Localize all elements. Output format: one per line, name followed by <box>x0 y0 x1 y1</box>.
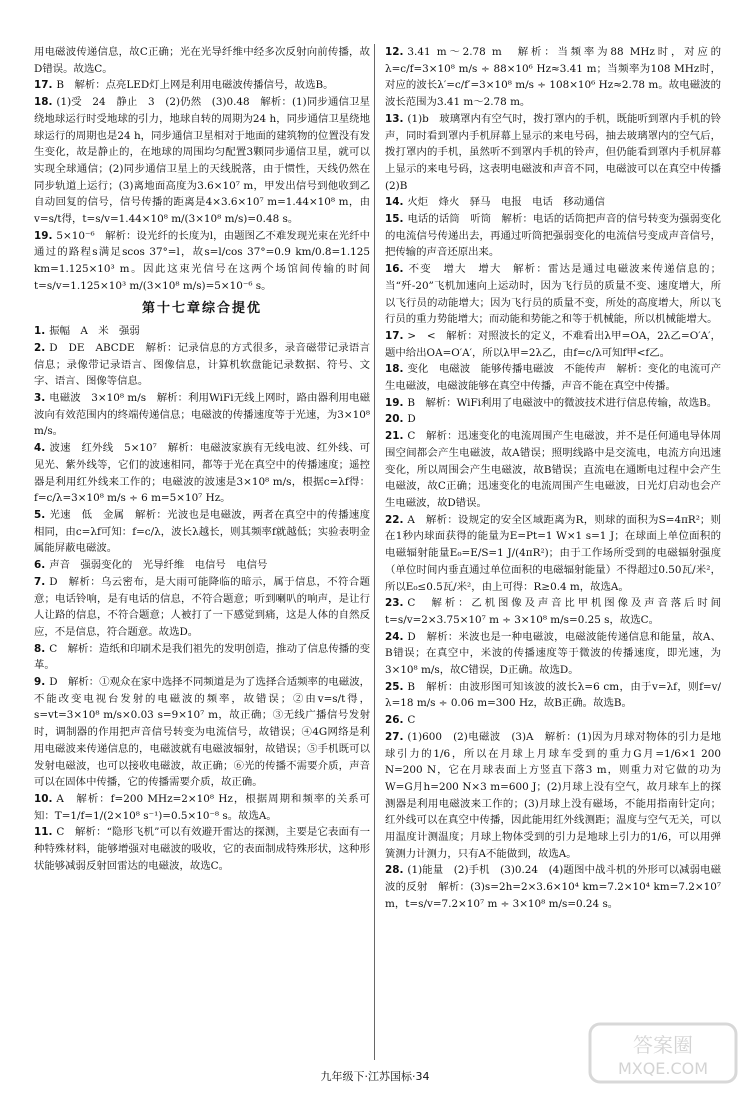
answer-item-13: 13. (1)b 玻璃罩内有空气时，拨打罩内的手机，既能听到罩内手机的铃声，同时看到罩内手机屏幕上显示的来电号码，抽去玻璃罩内的空气后，拨打罩内的手机，虽然听不到罩内手机的铃声，但仍能看到罩内手机屏幕上显示的来电号码，这表明电磁波和声音不同，电磁波可以在真空中传播 (2)B <box>385 112 732 192</box>
answer-item-18: 18. 变化 电磁波 能够传播电磁波 不能传声 解析：变化的电流可产生电磁波，电磁波能够在真空中传播，声音不能在真空中传播。 <box>385 363 721 393</box>
answer-item-19: 19. 5×10⁻⁶ 解析：设光纤的长度为l，由题图乙不难发现光束在光纤中通过的路程s满足scos 37°=l，故s=l/cos 37°=0.9 km/0.8=1.125 km=1.125×10³ m。因此这束光信号在这两个场馆间传输的时间t=s/v=1.125×10³ m/(3×10⁸ m/s)=5×10⁻⁶ s。 <box>34 229 370 292</box>
answer-item-19: 19. B 解析：WiFi利用了电磁波中的微波技术进行信息传输，故选B。 <box>385 396 718 409</box>
answer-item-24: 24. D 解析：米波也是一种电磁波，电磁波能传递信息和能量，故A、B错误；在真空中，米波的传播速度等于微波的传播速度，即光速，为3×10⁸ m/s，故C错误，D正确。故选D。 <box>385 630 721 677</box>
answer-item-3: 3. 电磁波 3×10⁸ m/s 解析：利用WiFi无线上网时，路由器利用电磁波向有效范围内的终端传递信息；电磁波的传播速度等于光速，为3×10⁸ m/s。 <box>34 392 370 438</box>
answer-item-8: 8. C 解析：造纸和印刷术是我们祖先的发明创造，推动了信息传播的变革。 <box>34 642 370 672</box>
watermark-logo <box>588 1022 738 1084</box>
section-title: 第十七章综合提优 <box>141 300 262 316</box>
answer-item-11: 11. C 解析：“隐形飞机”可以有效避开雷达的探测，主要是它表面有一种特殊材料，能够增强对电磁波的吸收，它的表面制成特殊形状，这种形状能够减弱反射回雷达的电磁波，故选C。 <box>34 826 370 872</box>
answer-item-21: 21. C 解析：迅速变化的电流周围产生电磁波，并不是任何通电导体周围空间都会产生电磁波，故A错误；照明线路中是交流电，电流方向迅速变化，所以周围会产生电磁波，故B错误；直流电在通断电过程中会产生电磁波，故C正确；迅速变化的电流周围产生电磁波，日光灯启动也会产生电磁波，故D错误。 <box>385 430 721 509</box>
answer-item-17: 17. > < 解析：对照波长的定义，不难看出λ甲=OA，2λ乙=O′A′，题中给出OA=O′A′，所以λ甲=2λ乙，由f=c/λ可知f甲<f乙。 <box>385 329 721 359</box>
answer-item-17: 17. B 解析：点亮LED灯上网是利用电磁波传播信号，故选B。 <box>34 79 334 92</box>
answer-item-18: 18. (1)受 24 静止 3 (2)仍然 (3)0.48 解析：(1)同步通信卫星绕地球运行时受地球的引力，地球自转的周期为24 h，同步通信卫星绕地球运行的周期也是24 h，同步通信卫星相对于地面的建筑物的位置没有发生变化，故是静止的，在地球的周围均匀配置3颗同步通信卫星，就可以实现全球通信；(2)同步通信卫星上的天线脱落，由于惯性，天线仍然在同步轨道上运行；(3)离地面高度为3.6×10⁷ m，甲发出信号到他收到乙自动回复的信号，信号传播的距离是4×3.6×10⁷ m=1.44×10⁸ m，由v=s/t得，t=s/v=1.44×10⁸ m/(3×10⁸ m/s)=0.48 s。 <box>34 96 370 226</box>
answer-item-4: 4. 波速 红外线 5×10⁷ 解析：电磁波家族有无线电波、红外线、可见光、紫外线等，它们的波速相同，都等于光在真空中的传播速度；遥控器是利用红外线来工作的；电磁波的波速是3×10⁸ m/s，根据c=λf得：f=c/λ=3×10⁸ m/s ÷ 6 m=5×10⁷ Hz。 <box>34 442 370 505</box>
svg-text:MXQE.COM: MXQE.COM <box>617 1059 709 1078</box>
right-column <box>385 44 732 913</box>
answer-item-26: 26. C <box>385 714 416 727</box>
answer-item-16-cont: 用电磁波传递信息，故C正确；光在光导纤维中经多次反射向前传播，故D错误。故选C。 <box>34 46 370 75</box>
answer-item-25: 25. B 解析：由波形图可知该波的波长λ=6 cm，由于v=λf，则f=v/λ=18 m/s ÷ 0.06 m=300 Hz，故B正确。故选B。 <box>385 680 721 710</box>
column-divider <box>374 44 375 1060</box>
answer-item-16: 16. 不变 增大 增大 解析：雷达是通过电磁波来传递信息的；当“歼-20”飞机加速向上运动时，因为飞行员的质量不变、速度增大，所以飞行员的动能增大；因为飞行员的质量不变，所处的高度增大，所以飞行员的重力势能增大；而动能和势能之和等于机械能，所以机械能增大。 <box>385 263 721 326</box>
answer-item-15: 15. 电话的话筒 听筒 解析：电话的话筒把声音的信号转变为强弱变化的电流信号传递出去，再通过听筒把强弱变化的电流信号变成声音信号，把传输的声音还原出来。 <box>385 213 721 259</box>
answer-item-28: 28. (1)能量 (2)手机 (3)0.24 (4)题图中战斗机的外形可以减弱电磁波的反射 解析：(3)s=2h=2×3.6×10⁴ km=7.2×10⁴ km=7.2×10⁷ m，t=s/v=7.2×10⁷ m ÷ 3×10⁸ m/s=0.24 s。 <box>385 864 721 910</box>
answer-item-22: 22. A 解析：设规定的安全区域距离为R，则球的面积为S=4πR²；则在1秒内球面获得的能量为E=Pt=1 W×1 s=1 J；在球面上单位面积的电磁辐射能量E₀=E/S=1 J/(4πR²)；由于工作场所受到的电磁辐射强度（单位时间内垂直通过单位面积的电磁辐射能量）不得超过0.50瓦/米²，所以E₀≤0.5瓦/米²，由上可得：R≥0.4 m，故选A。 <box>385 513 721 593</box>
answer-item-6: 6. 声音 强弱变化的 光导纤维 电信号 电信号 <box>34 559 268 572</box>
answer-item-23: 23. C 解析：乙机图像及声音比甲机图像及声音落后时间t=s/v=2×3.75×10⁷ m ÷ 3×10⁸ m/s=0.25 s，故选C。 <box>385 597 721 626</box>
answer-item-7: 7. D 解析：乌云密布，是大雨可能降临的暗示，属于信息，不符合题意；电话铃响，是有电话的信息，不符合题意；听到喇叭的响声，是让行人让路的信息，不符合题意；人被打了一下感觉到痛，这是人体的自然反应，不是信息，符合题意。故选D。 <box>34 575 370 638</box>
answer-item-20: 20. D <box>385 413 416 426</box>
answer-item-12: 12. 3.41 m～2.78 m 解析：当频率为88 MHz时，对应的λ=c/f=3×10⁸ m/s ÷ 88×10⁶ Hz≈3.41 m；当频率为108 MHz时，对应的波长λ′=c/f′=3×10⁸ m/s ÷ 108×10⁶ Hz≈2.78 m。故电磁波的波长范围为3.41 m～2.78 m。 <box>385 46 721 109</box>
answer-item-27: 27. (1)600 (2)电磁波 (3)A 解析：(1)因为月球对物体的引力是地球引力的1/6，所以在月球上月球车受到的重力G月=1/6×1 200 N=200 N，它在月球表面上方竖直下落3 m，则重力对它做的功为W=G月h=200 N×3 m=600 J；(2)月球上没有空气，故月球车上的探测器是利用电磁波来工作的；(3)月球上没有磁场，不能用指南针定向；红外线可以在真空中传播，因此能用红外线测距；温度与空气无关，可以用温度计测温度；月球上物体受到的引力是地球上引力的1/6，可以用弹簧测力计测力，只有A不能做到，故选A。 <box>385 730 721 860</box>
left-column <box>34 44 370 874</box>
answer-item-1: 1. 振幅 A 米 强弱 <box>34 325 140 338</box>
answer-item-2: 2. D DE ABCDE 解析：记录信息的方式很多，录音磁带记录语言信息；录像带记录语言、图像信息，计算机软盘能记录数据、符号、文字、语言、图像等信息。 <box>34 341 370 388</box>
page-footer: 九年级下·江苏国标·34 <box>320 1070 430 1083</box>
answer-item-10: 10. A 解析：f=200 MHz=2×10⁸ Hz，根据周期和频率的关系可知：T=1/f=1/(2×10⁸ s⁻¹)=0.5×10⁻⁸ s。故选A。 <box>34 792 370 822</box>
answer-item-5: 5. 光速 低 金属 解析：光波也是电磁波，两者在真空中的传播速度相同，由c=λf可知：f=c/λ，波长λ越长，则其频率f就越低；实验表明金属能屏蔽电磁波。 <box>34 508 370 555</box>
answer-item-9: 9. D 解析：①观众在家中选择不同频道是为了选择合适频率的电磁波，不能改变电视台发射的电磁波的频率，故错误；②由v=s/t得，s=vt=3×10⁸ m/s×0.03 s=9×10⁷ m，故正确；③无线广播信号发射时，调制器的作用把声音信号转变为电流信号，故错误；④4G网络是利用电磁波来传递信息的，电磁波就有电磁波辐射，故错误；⑤手机既可以发射电磁波，也可以接收电磁波，故正确；⑥光的传播不需要介质，声音可以在固体中传播，它的传播需要介质，故正确。 <box>34 676 370 789</box>
answer-item-14: 14. 火炬 烽火 驿马 电报 电话 移动通信 <box>385 196 605 209</box>
svg-text:答案圈: 答案圈 <box>633 1033 693 1057</box>
